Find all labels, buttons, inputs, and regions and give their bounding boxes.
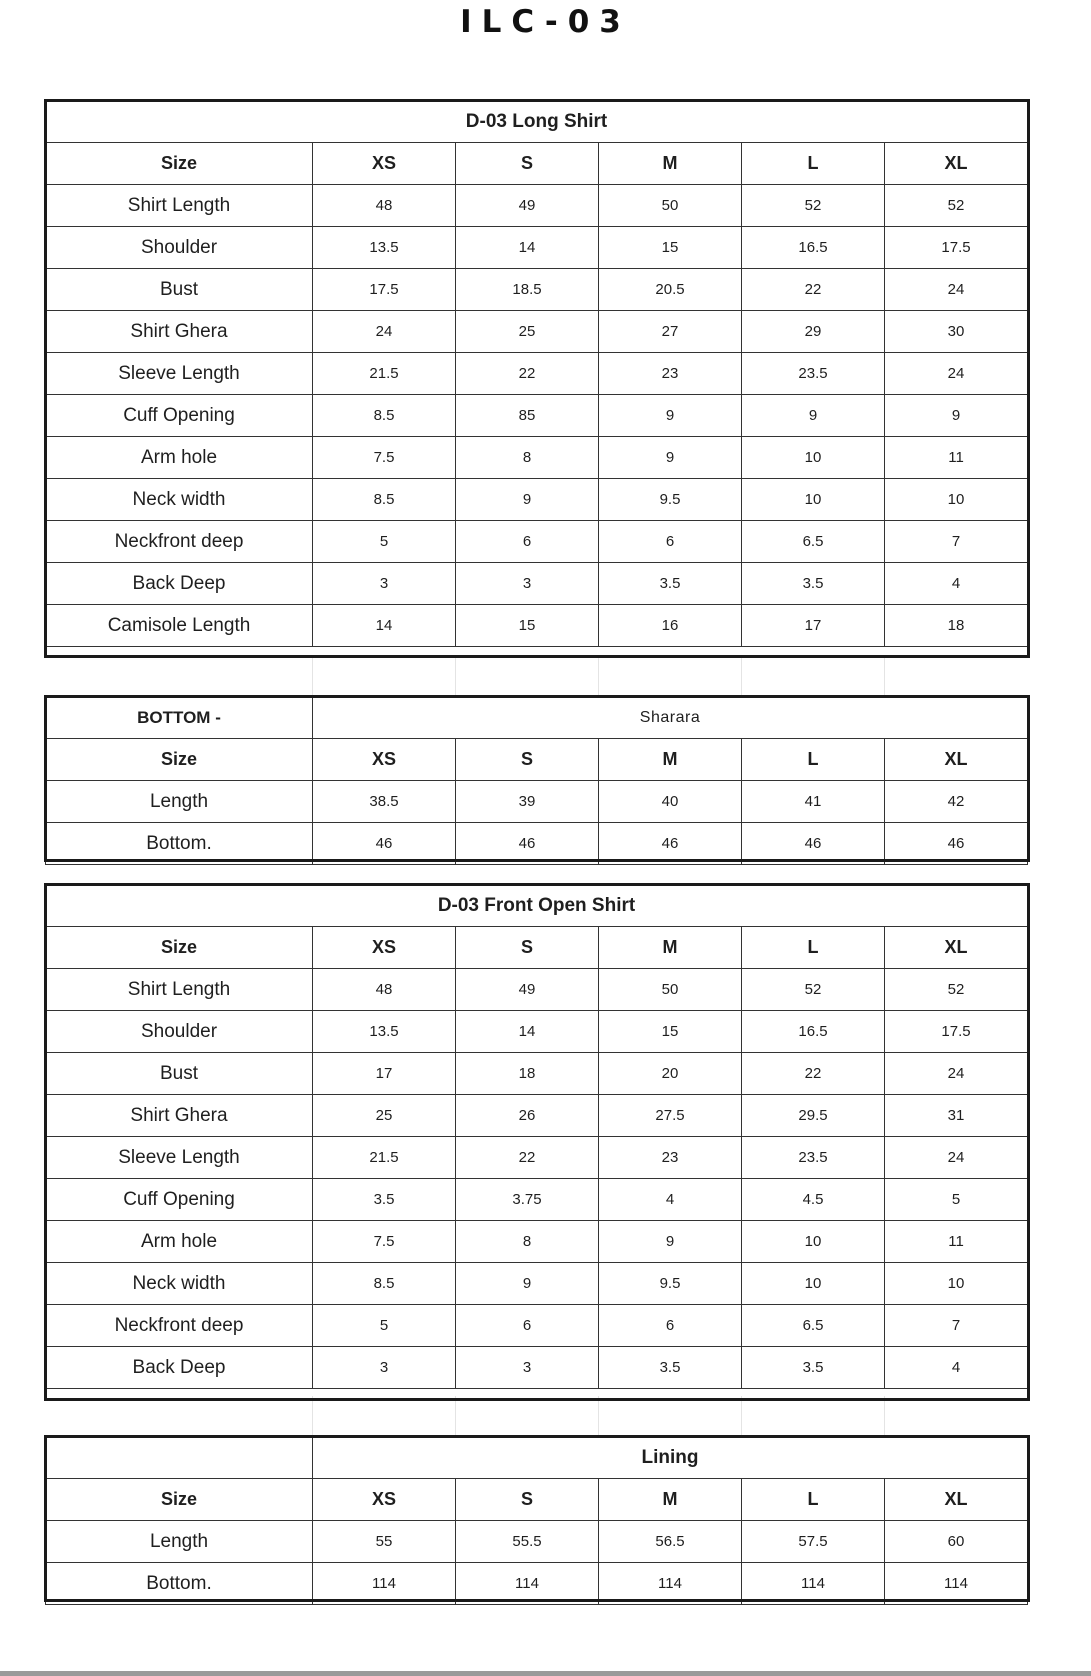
measurement-value-xs: 7.5: [313, 1221, 456, 1263]
measurement-label: Shirt Length: [46, 969, 313, 1011]
measurement-value-m: 23: [599, 1137, 742, 1179]
measurement-value-s: 18.5: [456, 269, 599, 311]
measurement-value-m: 4: [599, 1179, 742, 1221]
measurement-value-xl: 52: [885, 185, 1028, 227]
measurement-value-xl: 11: [885, 437, 1028, 479]
measurement-label: Neckfront deep: [46, 521, 313, 563]
measurement-value-xs: 8.5: [313, 395, 456, 437]
measurement-value-s: 49: [456, 969, 599, 1011]
col-header-l: L: [742, 143, 885, 185]
measurement-value-l: 52: [742, 969, 885, 1011]
measurement-value-m: 15: [599, 1011, 742, 1053]
measurement-value-s: 9: [456, 1263, 599, 1305]
measurement-label: Back Deep: [46, 1347, 313, 1389]
table-row: [46, 227, 1028, 269]
measurement-value-l: 6.5: [742, 521, 885, 563]
measurement-value-xs: 46: [313, 823, 456, 865]
measurement-value-xl: 24: [885, 269, 1028, 311]
measurement-value-xl: 18: [885, 605, 1028, 647]
table-row: [46, 1095, 1028, 1137]
measurement-value-l: 23.5: [742, 353, 885, 395]
measurement-value-xs: 55: [313, 1521, 456, 1563]
measurement-value-m: 56.5: [599, 1521, 742, 1563]
measurement-value-xl: 31: [885, 1095, 1028, 1137]
lining-blank-cell: [46, 1437, 313, 1479]
size-header: Size: [46, 927, 313, 969]
measurement-value-s: 22: [456, 1137, 599, 1179]
measurement-value-xs: 3.5: [313, 1179, 456, 1221]
measurement-label: Back Deep: [46, 563, 313, 605]
measurement-value-xl: 17.5: [885, 1011, 1028, 1053]
measurement-value-xl: 5: [885, 1179, 1028, 1221]
measurement-value-xs: 5: [313, 521, 456, 563]
measurement-value-m: 114: [599, 1563, 742, 1605]
size-header-row: [46, 143, 1028, 185]
measurement-label: Sleeve Length: [46, 1137, 313, 1179]
measurement-value-xl: 60: [885, 1521, 1028, 1563]
bottom-rows: [46, 781, 1028, 865]
col-header-l: L: [742, 927, 885, 969]
measurement-value-xs: 14: [313, 605, 456, 647]
measurement-value-l: 41: [742, 781, 885, 823]
col-header-l: L: [742, 739, 885, 781]
measurement-label: Bust: [46, 1053, 313, 1095]
measurement-label: Neck width: [46, 1263, 313, 1305]
spacer-row: [45, 656, 1028, 696]
measurement-value-s: 14: [456, 1011, 599, 1053]
table-row: [46, 353, 1028, 395]
col-header-s: S: [456, 927, 599, 969]
table-row: [46, 1137, 1028, 1179]
size-header: Size: [46, 1479, 313, 1521]
table-row: [46, 1263, 1028, 1305]
measurement-value-l: 22: [742, 1053, 885, 1095]
measurement-value-s: 8: [456, 437, 599, 479]
measurement-value-m: 15: [599, 227, 742, 269]
measurement-value-s: 6: [456, 521, 599, 563]
measurement-value-s: 18: [456, 1053, 599, 1095]
table-row: [46, 1305, 1028, 1347]
measurement-value-xs: 8.5: [313, 479, 456, 521]
measurement-value-xs: 48: [313, 969, 456, 1011]
measurement-value-m: 9: [599, 437, 742, 479]
page-title: ILC-03: [460, 4, 631, 40]
table-row: [46, 1221, 1028, 1263]
measurement-value-m: 6: [599, 521, 742, 563]
measurement-value-xs: 38.5: [313, 781, 456, 823]
long-shirt-size-table: [45, 100, 1028, 647]
measurement-value-l: 52: [742, 185, 885, 227]
measurement-label: Shoulder: [46, 227, 313, 269]
measurement-value-s: 46: [456, 823, 599, 865]
col-header-s: S: [456, 143, 599, 185]
measurement-label: Sleeve Length: [46, 353, 313, 395]
measurement-label: Cuff Opening: [46, 1179, 313, 1221]
measurement-value-l: 22: [742, 269, 885, 311]
measurement-value-xl: 30: [885, 311, 1028, 353]
size-header-row: [46, 1479, 1028, 1521]
measurement-value-m: 50: [599, 969, 742, 1011]
measurement-value-m: 6: [599, 1305, 742, 1347]
measurement-value-l: 114: [742, 1563, 885, 1605]
front-open-shirt-title: D-03 Front Open Shirt: [46, 885, 1028, 927]
table-row: [46, 479, 1028, 521]
measurement-value-l: 29: [742, 311, 885, 353]
measurement-value-s: 25: [456, 311, 599, 353]
col-header-s: S: [456, 739, 599, 781]
measurement-label: Cuff Opening: [46, 395, 313, 437]
measurement-value-xs: 13.5: [313, 1011, 456, 1053]
col-header-xl: XL: [885, 739, 1028, 781]
measurement-value-m: 9: [599, 395, 742, 437]
table-row: [46, 781, 1028, 823]
measurement-value-xl: 17.5: [885, 227, 1028, 269]
measurement-label: Bottom.: [46, 823, 313, 865]
measurement-value-l: 9: [742, 395, 885, 437]
measurement-value-xl: 7: [885, 1305, 1028, 1347]
measurement-value-s: 15: [456, 605, 599, 647]
table-title-row: [46, 101, 1028, 143]
measurement-label: Shoulder: [46, 1011, 313, 1053]
measurement-value-xs: 17.5: [313, 269, 456, 311]
measurement-value-xs: 7.5: [313, 437, 456, 479]
measurement-value-s: 39: [456, 781, 599, 823]
measurement-value-m: 9.5: [599, 1263, 742, 1305]
measurement-value-l: 57.5: [742, 1521, 885, 1563]
col-header-xl: XL: [885, 143, 1028, 185]
table-row: [46, 437, 1028, 479]
table-row: [46, 185, 1028, 227]
measurement-value-xl: 24: [885, 1053, 1028, 1095]
measurement-value-l: 6.5: [742, 1305, 885, 1347]
measurement-value-m: 50: [599, 185, 742, 227]
measurement-value-s: 22: [456, 353, 599, 395]
bottom-label: BOTTOM -: [46, 697, 313, 739]
lining-title: Lining: [313, 1437, 1028, 1479]
table-row: [46, 1347, 1028, 1389]
measurement-value-m: 46: [599, 823, 742, 865]
measurement-value-xs: 3: [313, 563, 456, 605]
measurement-value-s: 3: [456, 1347, 599, 1389]
measurement-value-m: 23: [599, 353, 742, 395]
measurement-value-xl: 10: [885, 479, 1028, 521]
measurement-value-xl: 52: [885, 969, 1028, 1011]
measurement-value-xs: 8.5: [313, 1263, 456, 1305]
measurement-value-xl: 24: [885, 353, 1028, 395]
measurement-value-m: 27.5: [599, 1095, 742, 1137]
col-header-xl: XL: [885, 927, 1028, 969]
measurement-value-xl: 46: [885, 823, 1028, 865]
measurement-value-s: 14: [456, 227, 599, 269]
table-row: [46, 1179, 1028, 1221]
measurement-value-l: 29.5: [742, 1095, 885, 1137]
col-header-m: M: [599, 1479, 742, 1521]
bottom-sharara-size-table: [45, 696, 1028, 865]
table-row: [46, 395, 1028, 437]
measurement-value-xs: 25: [313, 1095, 456, 1137]
size-header-row: [46, 927, 1028, 969]
measurement-label: Length: [46, 781, 313, 823]
measurement-value-xs: 5: [313, 1305, 456, 1347]
measurement-value-l: 16.5: [742, 227, 885, 269]
table-row: [46, 1011, 1028, 1053]
measurement-value-l: 46: [742, 823, 885, 865]
measurement-value-xs: 114: [313, 1563, 456, 1605]
measurement-value-xl: 7: [885, 521, 1028, 563]
measurement-value-xl: 9: [885, 395, 1028, 437]
size-header-row: [46, 739, 1028, 781]
spacer-row: [45, 1396, 1028, 1436]
table-title-row: [46, 885, 1028, 927]
col-header-xs: XS: [313, 927, 456, 969]
measurement-value-m: 3.5: [599, 563, 742, 605]
measurement-value-s: 49: [456, 185, 599, 227]
measurement-label: Bust: [46, 269, 313, 311]
measurement-value-s: 8: [456, 1221, 599, 1263]
sharara-title: Sharara: [313, 697, 1028, 739]
col-header-xl: XL: [885, 1479, 1028, 1521]
long-shirt-rows: [46, 185, 1028, 647]
measurement-value-xl: 10: [885, 1263, 1028, 1305]
measurement-label: Shirt Length: [46, 185, 313, 227]
measurement-value-s: 9: [456, 479, 599, 521]
measurement-value-l: 16.5: [742, 1011, 885, 1053]
measurement-value-l: 3.5: [742, 563, 885, 605]
measurement-label: Shirt Ghera: [46, 1095, 313, 1137]
measurement-value-s: 114: [456, 1563, 599, 1605]
measurement-value-s: 3.75: [456, 1179, 599, 1221]
measurement-value-xl: 4: [885, 563, 1028, 605]
table-row: [46, 1053, 1028, 1095]
bottom-divider: [0, 1671, 1091, 1676]
measurement-value-l: 23.5: [742, 1137, 885, 1179]
measurement-value-l: 10: [742, 1221, 885, 1263]
measurement-label: Camisole Length: [46, 605, 313, 647]
measurement-value-l: 3.5: [742, 1347, 885, 1389]
measurement-value-m: 20: [599, 1053, 742, 1095]
measurement-label: Neck width: [46, 479, 313, 521]
measurement-label: Shirt Ghera: [46, 311, 313, 353]
measurement-value-s: 6: [456, 1305, 599, 1347]
table-title-row: [46, 1437, 1028, 1479]
table-row: [46, 969, 1028, 1011]
col-header-s: S: [456, 1479, 599, 1521]
col-header-xs: XS: [313, 143, 456, 185]
measurement-value-l: 10: [742, 479, 885, 521]
front-open-shirt-size-table: [45, 884, 1028, 1389]
measurement-value-m: 16: [599, 605, 742, 647]
measurement-label: Length: [46, 1521, 313, 1563]
col-header-m: M: [599, 927, 742, 969]
measurement-value-xs: 13.5: [313, 227, 456, 269]
measurement-value-xl: 11: [885, 1221, 1028, 1263]
measurement-value-m: 3.5: [599, 1347, 742, 1389]
measurement-value-m: 9: [599, 1221, 742, 1263]
lining-rows: [46, 1521, 1028, 1605]
measurement-label: Arm hole: [46, 1221, 313, 1263]
table-row: [46, 1521, 1028, 1563]
measurement-value-s: 26: [456, 1095, 599, 1137]
measurement-value-xs: 3: [313, 1347, 456, 1389]
measurement-value-xs: 21.5: [313, 1137, 456, 1179]
measurement-label: Neckfront deep: [46, 1305, 313, 1347]
measurement-label: Arm hole: [46, 437, 313, 479]
table-row: [46, 521, 1028, 563]
measurement-value-xl: 24: [885, 1137, 1028, 1179]
measurement-value-xs: 48: [313, 185, 456, 227]
col-header-m: M: [599, 739, 742, 781]
measurement-value-l: 4.5: [742, 1179, 885, 1221]
measurement-value-xs: 21.5: [313, 353, 456, 395]
lining-size-table: [45, 1436, 1028, 1605]
measurement-value-s: 85: [456, 395, 599, 437]
col-header-xs: XS: [313, 1479, 456, 1521]
measurement-value-xl: 42: [885, 781, 1028, 823]
size-header: Size: [46, 739, 313, 781]
measurement-value-m: 27: [599, 311, 742, 353]
measurement-value-xs: 17: [313, 1053, 456, 1095]
table-row: [46, 605, 1028, 647]
long-shirt-title: D-03 Long Shirt: [46, 101, 1028, 143]
measurement-value-m: 40: [599, 781, 742, 823]
col-header-l: L: [742, 1479, 885, 1521]
measurement-value-xl: 4: [885, 1347, 1028, 1389]
table-row: [46, 1563, 1028, 1605]
col-header-xs: XS: [313, 739, 456, 781]
front-open-shirt-rows: [46, 969, 1028, 1389]
measurement-value-xl: 114: [885, 1563, 1028, 1605]
measurement-value-xs: 24: [313, 311, 456, 353]
measurement-value-m: 20.5: [599, 269, 742, 311]
measurement-value-s: 3: [456, 563, 599, 605]
measurement-value-l: 17: [742, 605, 885, 647]
table-title-row: [46, 697, 1028, 739]
table-row: [46, 269, 1028, 311]
measurement-value-m: 9.5: [599, 479, 742, 521]
measurement-value-s: 55.5: [456, 1521, 599, 1563]
measurement-label: Bottom.: [46, 1563, 313, 1605]
measurement-value-l: 10: [742, 1263, 885, 1305]
size-header: Size: [46, 143, 313, 185]
measurement-value-l: 10: [742, 437, 885, 479]
table-row: [46, 563, 1028, 605]
table-row: [46, 311, 1028, 353]
table-row: [46, 823, 1028, 865]
col-header-m: M: [599, 143, 742, 185]
